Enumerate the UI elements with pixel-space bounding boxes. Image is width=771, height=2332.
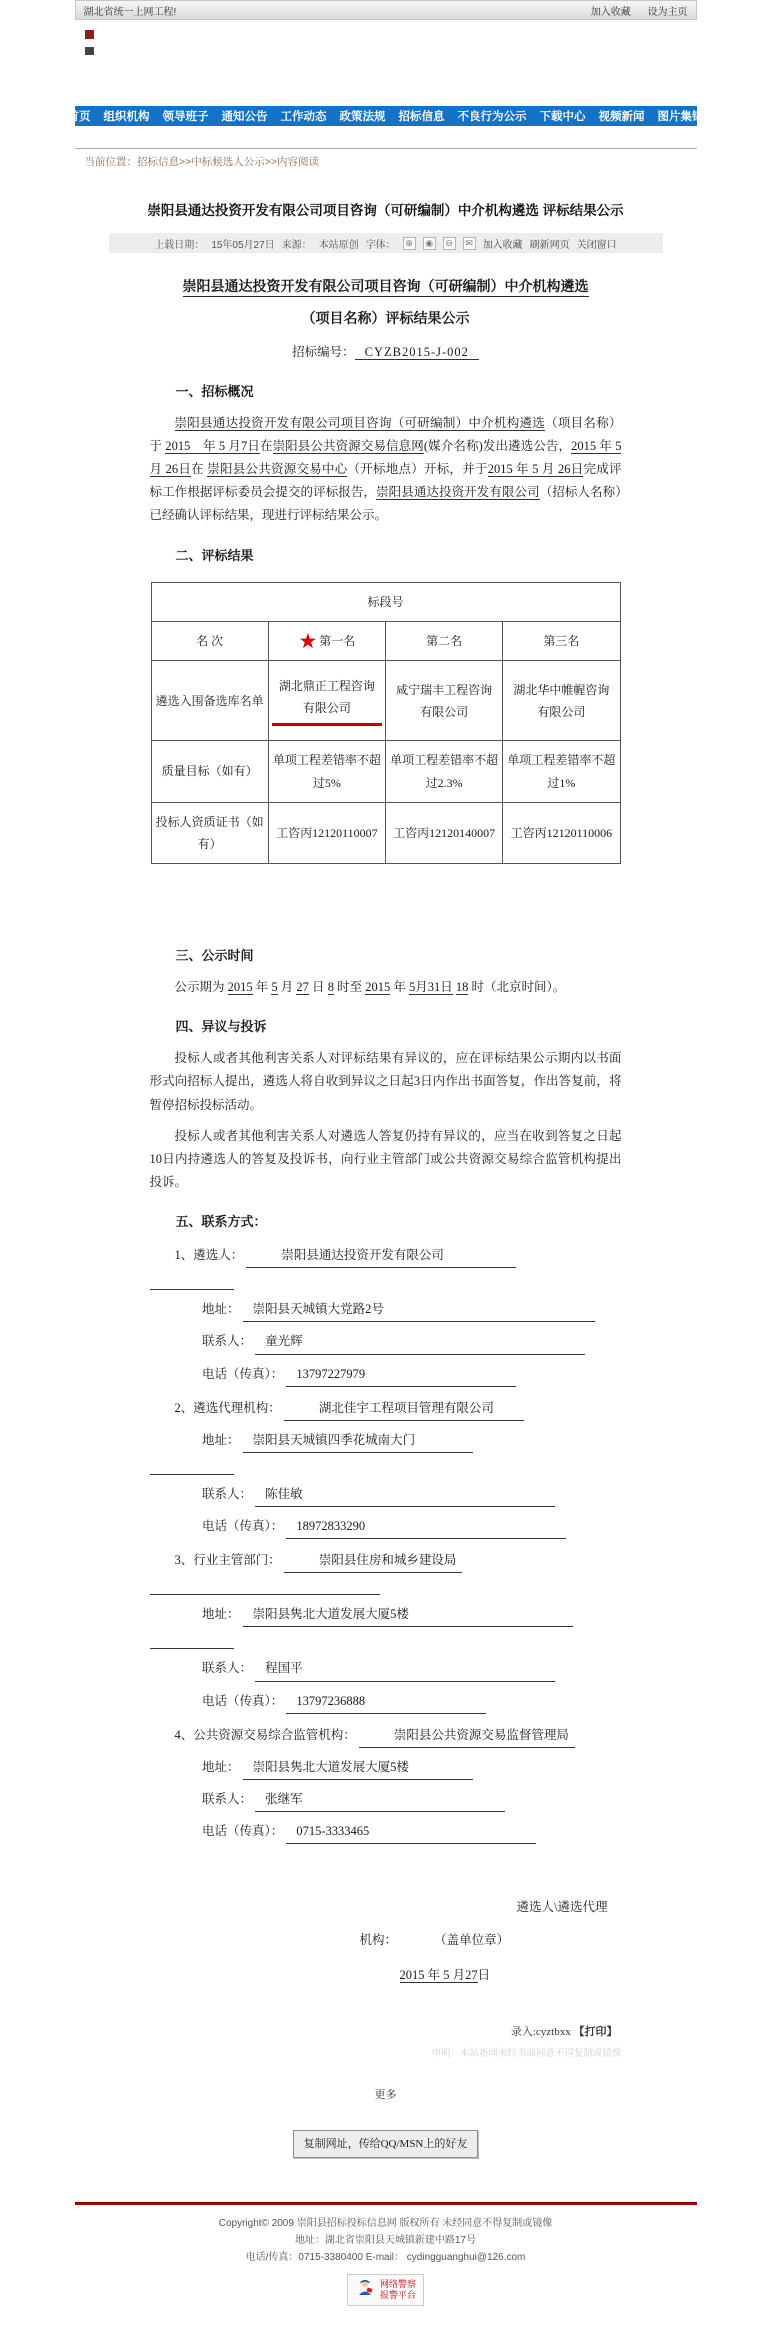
signature-party: 遴选人\遴选代理 (516, 1900, 608, 1915)
quality-cell-1: 单项工程差错率不超过5% (268, 741, 385, 802)
contact-1-name: 崇阳县通达投资开发有限公司 (246, 1244, 516, 1268)
footer-address: 地址：湖北省崇阳县天城镇新建中路17号 (294, 2235, 477, 2247)
rank-third-cell: 第三名 (503, 621, 620, 660)
close-window-link[interactable]: 关闭窗口 (576, 239, 617, 251)
police-badge-line2: 报警平台 (379, 2290, 416, 2301)
page-title: 崇阳县通达投资开发有限公司项目咨询（可研编制）中介机构遴选 评标结果公示 (147, 203, 624, 218)
page-footer (75, 2215, 697, 2306)
breadcrumb (75, 148, 697, 171)
banner-area (75, 20, 697, 106)
third-company-cell: 湖北华中帷幄咨询有限公司 (503, 661, 620, 741)
nav-item-home[interactable]: 首页 (67, 111, 91, 123)
contact-4-header: 4、公共资源交易综合监管机构： 崇阳县公共资源交易监督管理局 (150, 1724, 622, 1748)
section4-paragraph-2: 投标人或者其他利害关系人对遴选人答复仍持有异议的，应当在收到答复之日起10日内持遴选人的答复及投诉书，向行业主管部门或公共资源交易综合监管机构提出投诉。 (149, 1128, 622, 1189)
contact-1-person: 联系人： 童光辉 (150, 1330, 622, 1354)
seal-placeholder: （盖单位章） (434, 1933, 510, 1948)
blank-underline (150, 1463, 234, 1475)
signature-org-line: 机构： （盖单位章） (359, 1933, 510, 1948)
nav-item-org[interactable]: 组织机构 (103, 111, 150, 123)
certificate-cell-1: 工咨丙12120110007 (268, 802, 385, 863)
contact-4-address: 地址： 崇阳县隽北大道发展大厦5楼 (150, 1756, 622, 1780)
blank-underline (150, 1583, 380, 1595)
font-label: 字体： (365, 239, 396, 251)
signature-date: 2015 年 5 月27日 (399, 1968, 491, 1983)
nav-item-leaders[interactable]: 领导班子 (162, 111, 209, 123)
section1-heading: 一、招标概况 (175, 383, 254, 399)
entry-line (150, 2022, 622, 2042)
copyright-text: Copyright© 2009 崇阳县招标投标信息网 版权所有 未经同意不得复制或镜像 (218, 2218, 553, 2230)
site-note: 湖北省统一上网工程! (83, 6, 177, 18)
contact-2-person: 联系人： 陈佳敏 (150, 1483, 622, 1507)
rank-second-cell: 第二名 (386, 621, 503, 660)
table-row (151, 582, 620, 621)
table-row (151, 802, 620, 863)
refresh-page-link[interactable]: 刷新网页 (529, 239, 570, 251)
section2-heading: 二、评标结果 (175, 547, 254, 563)
nav-item-downloads[interactable]: 下载中心 (539, 111, 586, 123)
set-homepage-link[interactable]: 设为主页 (647, 6, 688, 18)
top-bar (75, 0, 697, 20)
certificate-cell-2: 工咨丙12120140007 (386, 802, 503, 863)
footer-red-rule (75, 2202, 697, 2205)
nav-item-video-news[interactable]: 视频新闻 (598, 111, 645, 123)
add-favorite-link[interactable]: 加入收藏 (590, 6, 631, 18)
blank-underline (150, 1637, 234, 1649)
section4-heading: 四、异议与投诉 (175, 1019, 267, 1035)
reset-icon[interactable]: ◉ (423, 237, 436, 250)
certificate-row-label: 投标人资质证书（如有） (151, 802, 268, 863)
police-badge-line1: 网络警察 (379, 2278, 416, 2289)
cyber-police-badge[interactable] (347, 2274, 424, 2306)
contact-1-address: 地址： 崇阳县天城镇大党路2号 (150, 1298, 622, 1322)
page (67, 0, 704, 2332)
contact-3-header: 3、行业主管部门： 崇阳县住房和城乡建设局 (150, 1549, 622, 1573)
section3-paragraph: 公示期为 2015 年 5 月 27 日 8 时至 2015 年 5月31日 18 时（北京时间）。 (174, 980, 566, 995)
contact-2-header: 2、遴选代理机构： 湖北佳宇工程项目管理有限公司 (150, 1397, 622, 1421)
quality-cell-3: 单项工程差错率不超过1% (503, 741, 620, 802)
breadcrumb-label: 当前位置： (84, 156, 137, 168)
upload-date: 15年05月27日 (211, 239, 275, 251)
main-nav (67, 106, 704, 126)
doc-title-line1: 崇阳县通达投资开发有限公司项目咨询（可研编制）中介机构遴选 (182, 280, 589, 295)
section-number-header: 标段号 (151, 582, 620, 621)
breadcrumb-path[interactable]: 招标信息>>中标候选人公示>>内容阅读 (137, 156, 320, 168)
quality-cell-2: 单项工程差错率不超过2.3% (386, 741, 503, 802)
nav-item-bidding-info[interactable]: 招标信息 (398, 111, 445, 123)
source: 本站原创 (318, 239, 359, 251)
bid-number-line (150, 341, 622, 364)
table-row (151, 621, 620, 660)
source-label: 来源： (281, 239, 312, 251)
footer-tel-email: 电话/传真：0715-3380400 E-mail： cydingguanghui@126.com (245, 2252, 526, 2264)
contact-4-name: 崇阳县公共资源交易监督管理局 (359, 1724, 575, 1748)
share-wrap (150, 2130, 622, 2158)
contact-2-address: 地址： 崇阳县天城镇四季花城南大门 (150, 1429, 622, 1453)
signature-block (150, 1896, 622, 1987)
rank-label: 名 次 (151, 621, 268, 660)
contact-3-person: 联系人： 程国平 (150, 1657, 622, 1681)
document-body (150, 275, 622, 2158)
upload-date-label: 上载日期： (154, 239, 205, 251)
second-company-cell: 咸宁瑞丰工程咨询有限公司 (386, 661, 503, 741)
contact-2-phone: 电话（传真）： 18972833290 (150, 1515, 622, 1539)
doc-title-line2: （项目名称）评标结果公示 (301, 311, 470, 327)
section5-heading: 五、联系方式： (175, 1214, 267, 1230)
copy-url-share-button[interactable]: 复制网址，传给QQ/MSN上的好友 (293, 2130, 479, 2158)
nav-item-photos[interactable]: 图片集锦 (657, 111, 704, 123)
mail-icon[interactable]: ✉ (463, 237, 476, 250)
contact-3-phone: 电话（传真）： 13797236888 (150, 1690, 622, 1714)
disclaimer-text: 申明：本站新闻未经书面同意不得复制或镜像 (431, 2048, 622, 2059)
bid-number: CYZB2015-J-002 (355, 345, 479, 360)
more-link[interactable]: 更多 (374, 2089, 397, 2102)
section4-paragraph-1: 投标人或者其他利害关系人对评标结果有异议的，应在评标结果公示期内以书面形式向招标人提出，遴选人将自收到异议之日起3日内作出书面答复，作出答复前，将暂停招标投标活动。 (149, 1051, 622, 1112)
police-icon (355, 2277, 375, 2303)
red-star-icon: ★ (298, 628, 318, 653)
quality-row-label: 质量目标（如有） (151, 741, 268, 802)
contact-4-phone: 电话（传真）： 0715-3333465 (150, 1820, 622, 1844)
nav-item-policies[interactable]: 政策法规 (339, 111, 386, 123)
nav-item-bad-behavior[interactable]: 不良行为公示 (457, 111, 527, 123)
more-link-wrap (150, 2085, 622, 2105)
contact-3-address: 地址： 崇阳县隽北大道发展大厦5楼 (150, 1603, 622, 1627)
nav-item-notices[interactable]: 通知公告 (221, 111, 268, 123)
blank-underline (150, 1278, 234, 1290)
broken-image-icon (85, 30, 94, 39)
contact-2-name: 湖北佳宇工程项目管理有限公司 (284, 1397, 524, 1421)
zoom-out-icon[interactable]: ⊖ (443, 237, 456, 250)
bid-number-label: 招标编号： (292, 344, 355, 359)
evaluation-result-table (151, 582, 621, 865)
table-row (151, 741, 620, 802)
nav-item-news[interactable]: 工作动态 (280, 111, 327, 123)
entry-author: 录入:cyztbxx (510, 2025, 571, 2038)
section3-heading: 三、公示时间 (175, 948, 254, 964)
section1-paragraph: 崇阳县通达投资开发有限公司项目咨询（可研编制）中介机构遴选（项目名称）于 2015 年 5 月7日在崇阳县公共资源交易信息网(媒介名称)发出遴选公告，2015 年 5月 26日在 崇阳县公共资源交易中心（开标地点）开标，并于2015 年 5 月 26日完成评标工作根据评标委员会提交的评标报告，崇阳县通达投资开发有限公司（招标人名称）已经确认评标结果，现进行评标结果公示。 (149, 415, 622, 523)
contact-3-name: 崇阳县住房和城乡建设局 (284, 1549, 463, 1573)
add-favorite-meta-link[interactable]: 加入收藏 (482, 239, 523, 251)
article-meta-bar (109, 233, 663, 253)
contact-4-person: 联系人： 张继军 (150, 1788, 622, 1812)
contact-1-header: 1、遴选人： 崇阳县通达投资开发有限公司 (150, 1244, 622, 1268)
table-row (151, 661, 620, 741)
winner-company-cell: 湖北鼎正工程咨询有限公司 (268, 661, 385, 741)
print-button[interactable]: 【打印】 (573, 2025, 618, 2038)
winner-red-underline (272, 723, 383, 726)
broken-image-icon (85, 47, 94, 55)
rank-first-cell: ★ 第一名 (268, 621, 385, 660)
shortlist-row-label: 遴选入围备选库名单 (151, 661, 268, 741)
zoom-in-icon[interactable]: ⊕ (403, 237, 416, 250)
certificate-cell-3: 工咨丙12120110006 (503, 802, 620, 863)
contact-1-phone: 电话（传真）： 13797227979 (150, 1363, 622, 1387)
